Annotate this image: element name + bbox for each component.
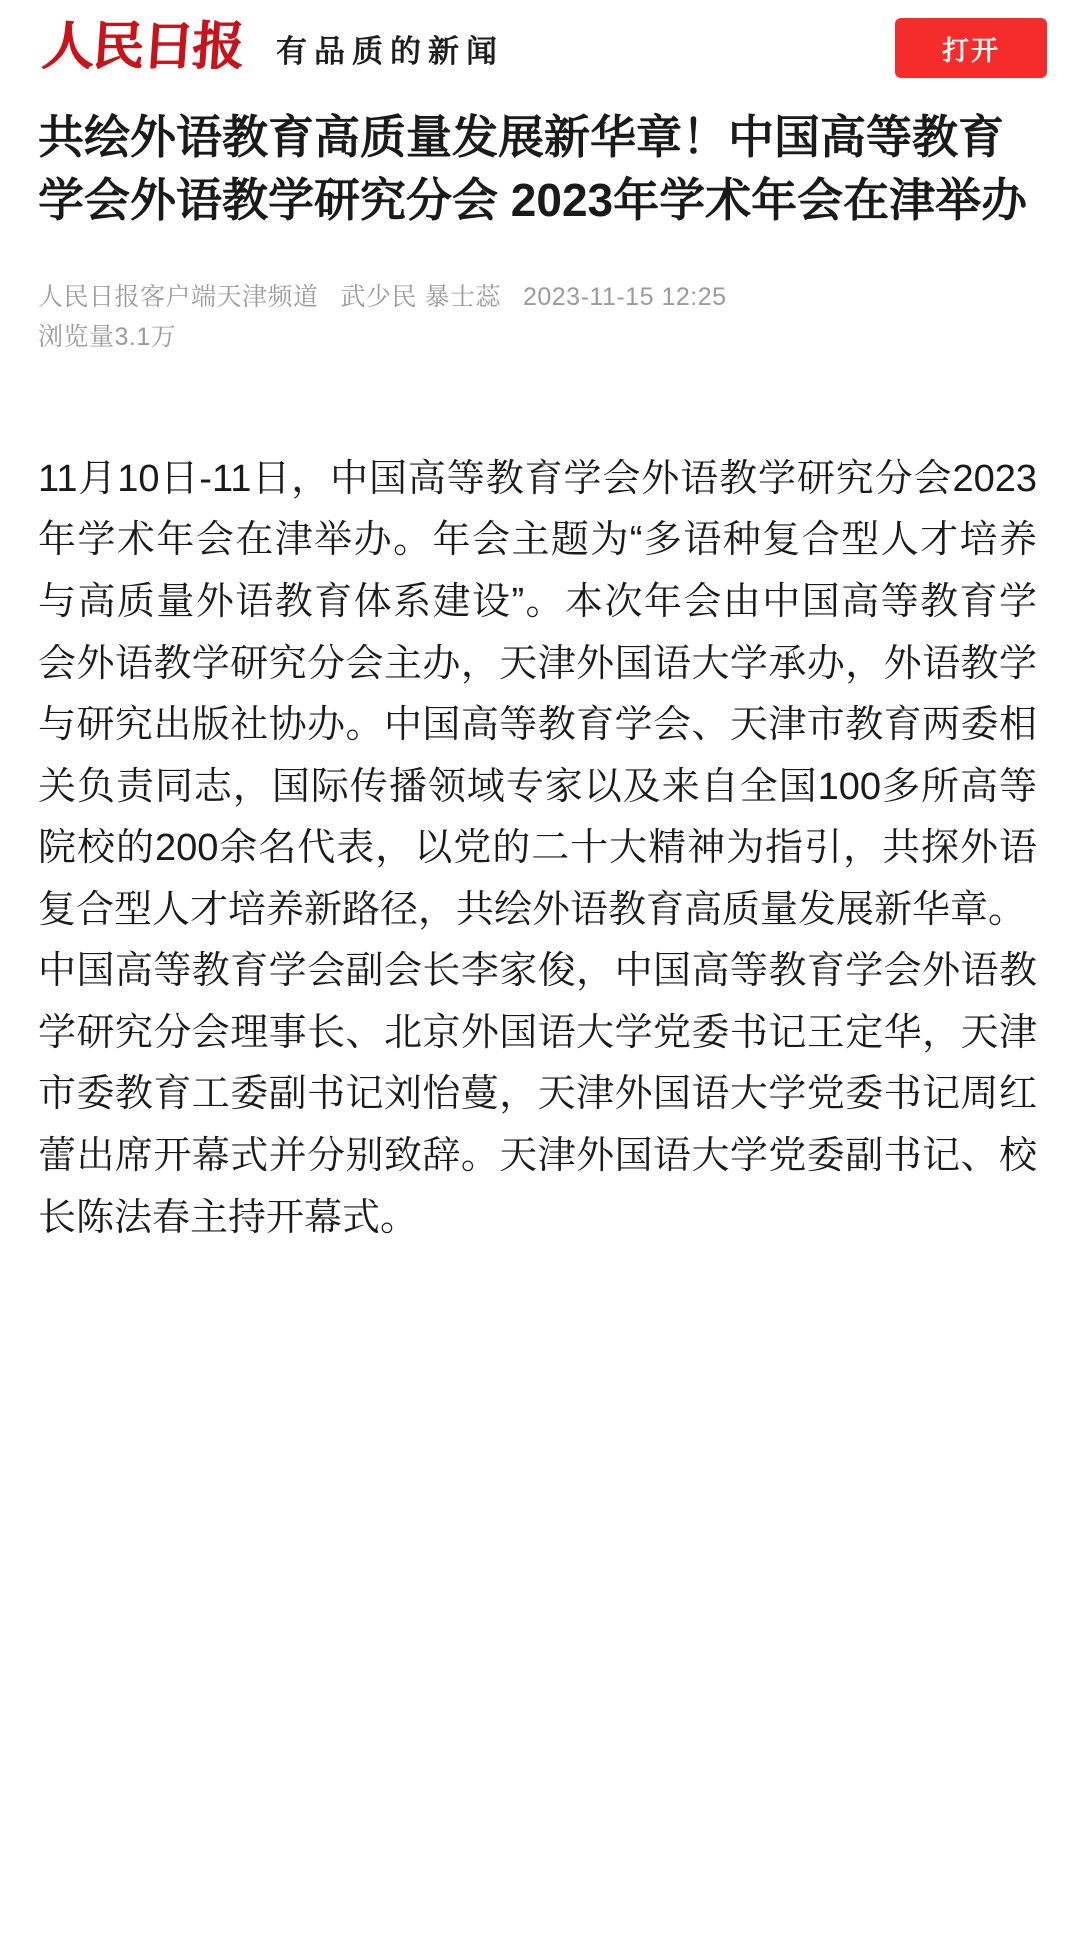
article-headline: 共绘外语教育高质量发展新华章！中国高等教育学会外语教学研究分会 2023年学术年会在津举办 [38,111,1028,227]
meta-views: 浏览量3.1万 [38,322,177,351]
meta-source: 人民日报客户端天津频道 [38,282,319,311]
brand-slogan: 有品质的新闻 [276,33,505,69]
meta-date: 2023-11-15 12:25 [522,282,727,311]
open-app-button[interactable]: 打开 [895,18,1047,78]
article-meta [38,277,1037,357]
article-paragraph: 11月10日-11日，中国高等教育学会外语教学研究分会2023年学术年会在津举办。年会主题为“多语种复合型人才培养与高质量外语教育体系建设”。本次年会由中国高等教育学会外语教学研究分会主办，天津外国语大学承办，外语教学与研究出版社协办。中国高等教育学会、天津市教育两委相关负责同志，国际传播领域专家以及来自全国100多所高等院校的200余名代表，以党的二十大精神为指引，共探外语复合型人才培养新路径，共绘外语教育高质量发展新华章。 [38,457,1037,931]
top-bar [0,0,1075,92]
article-body [38,449,1037,1249]
meta-authors: 武少民 暴士蕊 [340,282,501,311]
article-paragraph: 中国高等教育学会副会长李家俊，中国高等教育学会外语教学研究分会理事长、北京外国语大学党委书记王定华，天津市委教育工委副书记刘怡蔓，天津外国语大学党委书记周红蕾出席开幕式并分别致辞。天津外国语大学党委副书记、校长陈法春主持开幕式。 [38,950,1037,1239]
peoples-daily-logo: 人民日报 [40,19,245,76]
article-container [0,106,1075,1249]
